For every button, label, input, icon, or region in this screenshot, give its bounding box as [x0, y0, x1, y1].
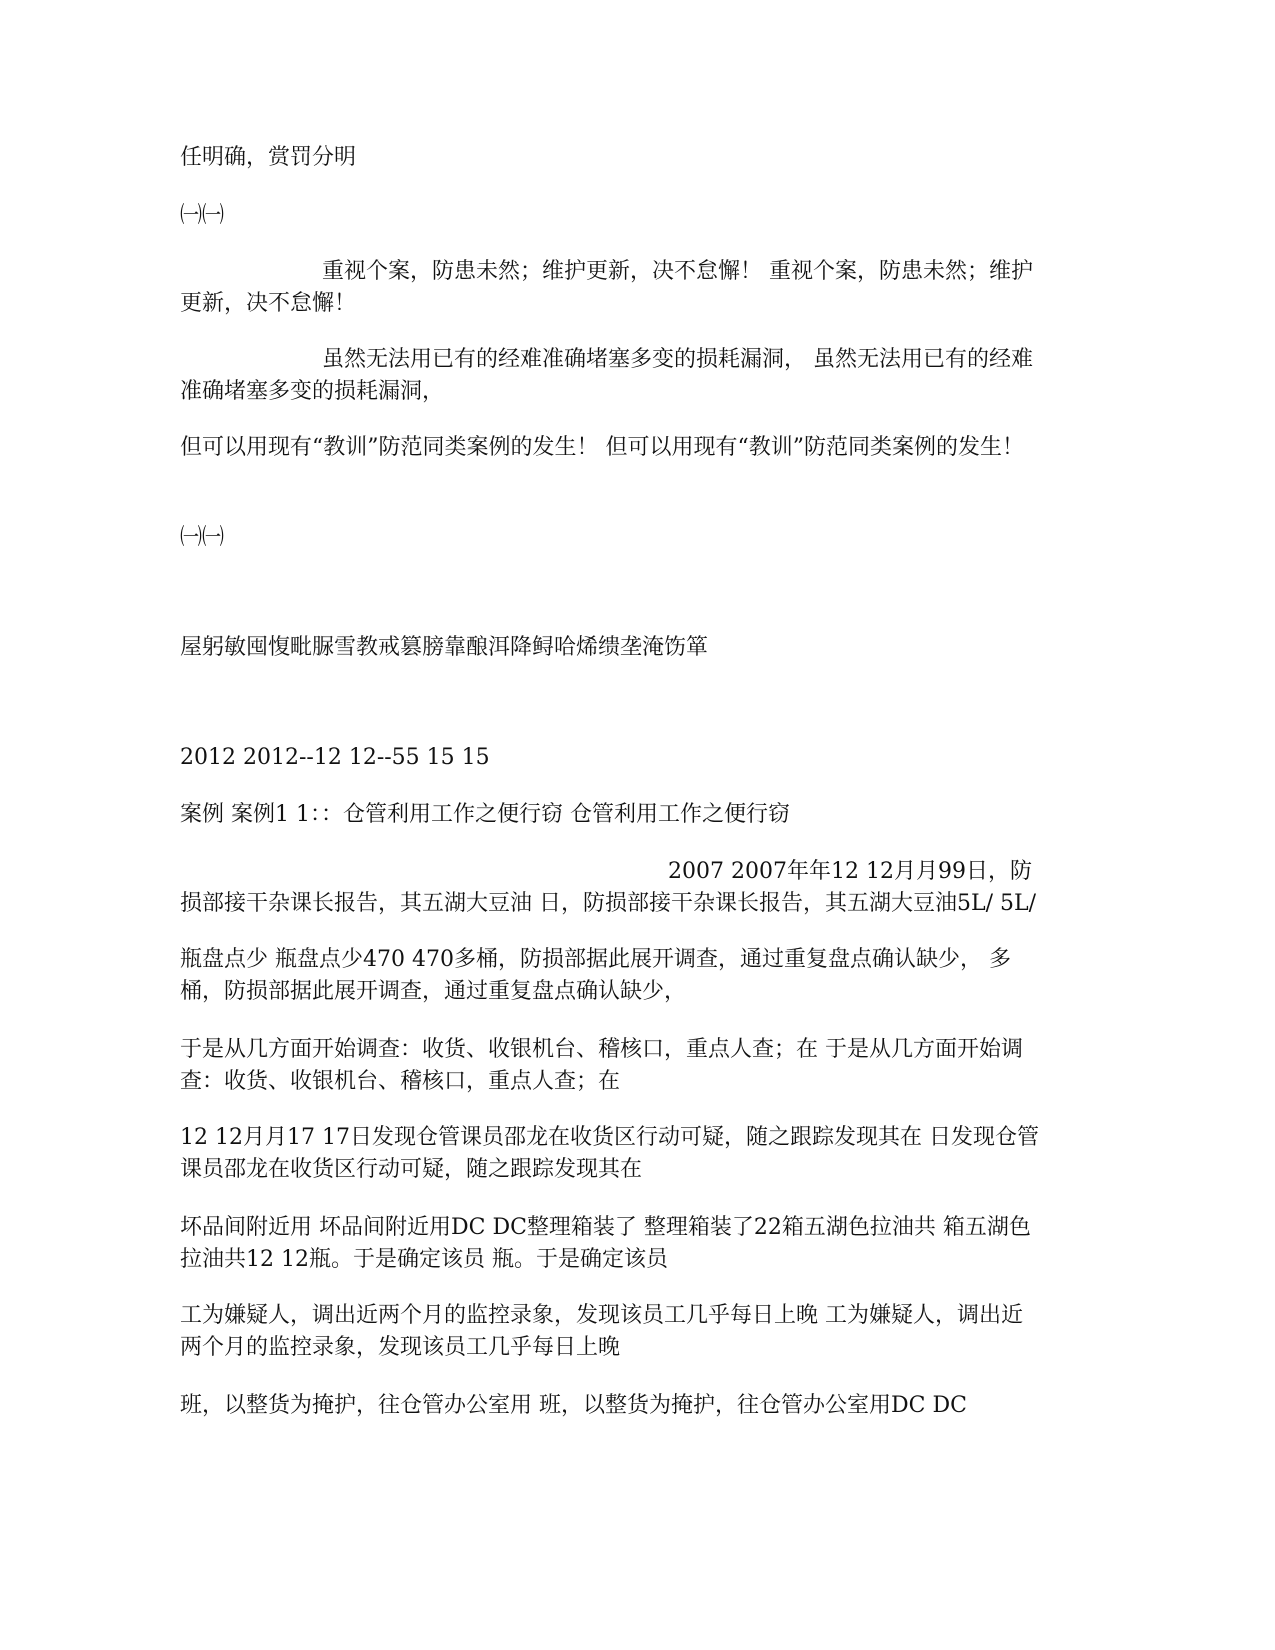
- paragraph-prevent-cases: 但可以用现有“教训”防范同类案例的发生！ 但可以用现有“教训”防范同类案例的发生！: [180, 435, 1024, 460]
- paragraph-value-cases: 重视个案，防患未然；维护更新，决不怠懈！ 重视个案，防患未然；维护更新，决不怠懈！: [180, 259, 1033, 316]
- paragraph-cover-operation: 班，以整货为掩护，往仓管办公室用 班，以整货为掩护，往仓管办公室用DC DC: [180, 1393, 967, 1418]
- paragraph-case-title: 案例 案例1 1：：仓管利用工作之便行窃 仓管利用工作之便行窃: [180, 802, 790, 827]
- paragraph-inventory-shortage: 瓶盘点少 瓶盘点少470 470多桶，防损部据此展开调查，通过重复盘点确认缺少， 多桶，防损部据此展开调查，通过重复盘点确认缺少，: [180, 947, 1011, 1004]
- paragraph-packed-oil: 坏品间附近用 坏品间附近用DC DC整理箱装了 整理箱装了22箱五湖色拉油共 箱五湖色拉油共12 12瓶。于是确定该员 瓶。于是确定该员: [180, 1215, 1031, 1272]
- paragraph-investigation: 于是从几方面开始调查：收货、收银机台、稽核口，重点人查；在 于是从几方面开始调查：收货、收银机台、稽核口，重点人查；在: [180, 1037, 1023, 1094]
- paragraph-date: 2012 2012--12 12--55 15 15: [180, 745, 490, 770]
- paragraph-garbled-marker: ㈠㈠: [180, 203, 225, 228]
- paragraph-garbled-marker-2: ㈠㈠: [180, 525, 225, 550]
- paragraph-garbled-text: 屋躬敏囤愎毗脲雪教戒篡膀靠酿洱降鲟哈烯缋垄淹饬箪: [180, 635, 709, 660]
- paragraph-loss-loopholes: 虽然无法用已有的经难准确堵塞多变的损耗漏洞， 虽然无法用已有的经难准确堵塞多变的损耗漏洞，: [180, 347, 1033, 404]
- paragraph-responsibility: 任明确，赏罚分明: [180, 145, 357, 170]
- paragraph-case-report: 2007 2007年年12 12月月99日，防损部接干杂课长报告，其五湖大豆油 日，防损部接干杂课长报告，其五湖大豆油5L/ 5L/: [180, 859, 1037, 916]
- paragraph-suspicious-behavior: 12 12月月17 17日发现仓管课员邵龙在收货区行动可疑，随之跟踪发现其在 日发现仓管课员邵龙在收货区行动可疑，随之跟踪发现其在: [180, 1125, 1039, 1182]
- paragraph-surveillance: 工为嫌疑人，调出近两个月的监控录象，发现该员工几乎每日上晚 工为嫌疑人，调出近两个月的监控录象，发现该员工几乎每日上晚: [180, 1303, 1023, 1360]
